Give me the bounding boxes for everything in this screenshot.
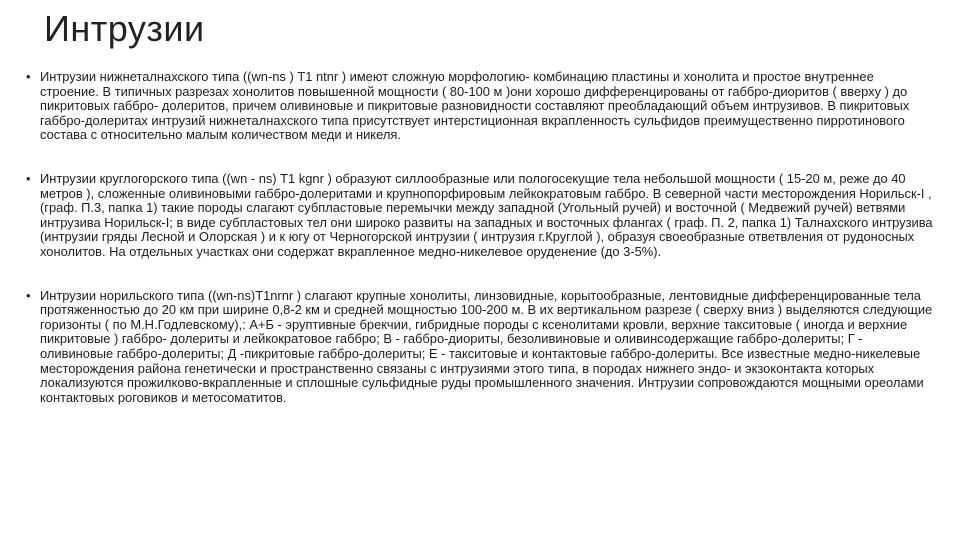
bullet-text: Интрузии нижнеталнахского типа ((wn-ns ) T1 ntnr ) имеют сложную морфологию- комбинацию пластины и хонолита и простое внутреннее строение. В типичных разрезах хонолитов повышенной мощности ( 80-100 м )они хорошо дифференцированы от габбро-диоритов ( вверху ) до пикритовых габбро- долеритов, причем оливиновые и пикритовые разновидности составляют преобладающий объем интрузивов. В пикритовых габбро-долеритах интрузий нижнеталнахского типа присутствует интерстиционная вкрапленность сульфидов преимущественно пирротинового состава с относительно малым количеством меди и никеля. xyxy=(40,69,910,143)
bullet-text: Интрузии круглогорского типа ((wn - ns) T1 kgnr ) образуют силлообразные или пологосекущие тела небольшой мощности ( 15-20 м, реже до 40 метров ), сложенные оливиновыми габбро-долеритами и крупнопорфировым лейкократовым габбро. В северной части месторождения Норильск-I ,(граф. П.3, папка 1) такие породы слагают субпластовые перемычки между западной (Угольный ручей) и восточной ( Медвежий ручей) ветвями интрузива Норильск-I; в виде субпластовых тел они широко развиты на западных и восточных флангах ( граф. П. 2, папка 1) Талнахского интрузива (интрузии гряды Лесной и Олорская ) и к югу от Черногорской интрузии ( интрузия г.Круглой ), образуя своеобразные ответвления от рудоносных хонолитов. На отдельных участках они содержат вкрапленное медно-никелевое оруденение (до 3-5%). xyxy=(40,170,933,259)
bullet-text: Интрузии норильского типа ((wn-ns)T1nrnr ) слагают крупные хонолиты, линзовидные, корытообразные, лентовидные дифференцированные тела протяженностью до 20 км при ширине 0,8-2 км и средней мощностью 100-200 м. В их вертикальном разрезе ( сверху вниз ) выделяются следующие горизонты ( по М.Н.Годлевскому),: А+Б - эруптивные брекчии, гибридные породы с ксенолитами кровли, верхние такситовые ( иногда и верхние пикритовые ) габбро- долериты и лейкократовое габбро; В - габбро-диориты, безоливиновые и оливинсодержащие габбро-долериты; Г - оливиновые габбро-долериты; Д -пикритовые габбро-долериты; Е - такситовые и контактовые габбро-долериты. Все известные медно-никелевые месторождения района генетически и пространственно связаны с интрузиями этого типа, в породах нижнего эндо- и экзоконтакта которых локализуются прожилково-вкрапленные и сплошные сульфидные руды промышленного значения. Интрузии сопровождаются мощными ореолами контактовых роговиков и метосоматитов. xyxy=(40,287,933,405)
bullet-item-krugloгorsk xyxy=(24,172,936,260)
bullet-marker: • xyxy=(26,170,31,186)
bullet-list xyxy=(24,70,936,405)
bullet-item-nizhnetalnakh xyxy=(24,70,936,143)
slide-title: Интрузии xyxy=(44,8,205,49)
bullet-marker: • xyxy=(26,69,31,84)
bullet-marker: • xyxy=(26,287,31,303)
bullet-item-norilsk xyxy=(24,289,936,406)
